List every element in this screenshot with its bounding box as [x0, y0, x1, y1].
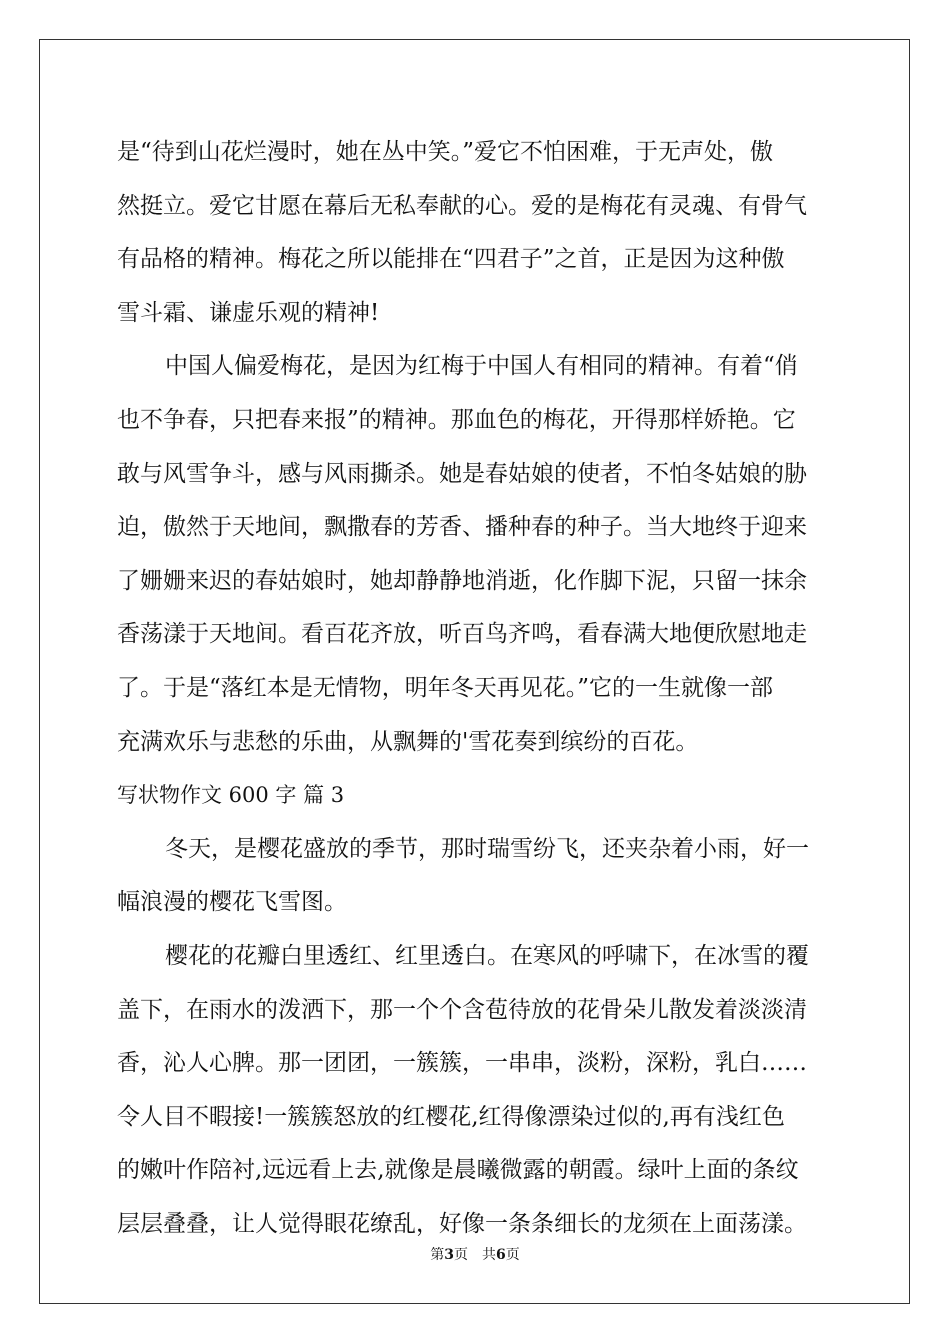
text-line: 冬天，是樱花盛放的季节，那时瑞雪纷飞，还夹杂着小雨，好一	[165, 835, 809, 862]
page-label-prefix: 第	[430, 1247, 445, 1263]
paragraph	[117, 340, 833, 769]
text-line: 也不争春，只把春来报”的精神。那血色的梅花，开得那样娇艳。它	[117, 406, 796, 433]
text-line: 迫，傲然于天地间，飘撒春的芳香、播种春的种子。当大地终于迎来	[117, 514, 807, 541]
text-line: 香荡漾于天地间。看百花齐放，听百鸟齐鸣，看春满大地便欣慰地走	[117, 621, 807, 648]
paragraph	[117, 126, 833, 340]
text-line: 的嫩叶作陪衬,远远看上去,就像是晨曦微露的朝霞。绿叶上面的条纹	[117, 1157, 799, 1184]
text-line: 敢与风雪争斗，感与风雨撕杀。她是春姑娘的使者，不怕冬姑娘的胁	[117, 460, 807, 487]
text-line: 盖下，在雨水的泼洒下，那一个个含苞待放的花骨朵儿散发着淡淡清	[117, 996, 807, 1023]
text-line: 中国人偏爱梅花，是因为红梅于中国人有相同的精神。有着“俏	[165, 353, 798, 380]
section-heading: 写状物作文 600 字 篇 3	[117, 783, 345, 808]
page-number: 3	[444, 1247, 454, 1263]
text-line: 充满欢乐与悲愁的乐曲，从飘舞的'雪花奏到缤纷的百花。	[117, 728, 699, 755]
text-line: 令人目不暇接!一簇簇怒放的红樱花,红得像漂染过似的,再有浅红色	[117, 1103, 785, 1130]
paragraph	[117, 823, 833, 930]
text-line: 幅浪漫的樱花飞雪图。	[117, 889, 347, 916]
text-line: 了。于是“落红本是无情物，明年冬天再见花。”它的一生就像一部	[117, 674, 774, 701]
text-line: 层层叠叠，让人觉得眼花缭乱，好像一条条细长的龙须在上面荡漾。	[117, 1210, 807, 1237]
paragraph	[117, 930, 833, 1252]
document-body	[117, 126, 833, 1251]
text-line: 樱花的花瓣白里透红、红里透白。在寒风的呼啸下，在冰雪的覆	[165, 942, 809, 969]
text-line: 是“待到山花烂漫时，她在丛中笑。”爱它不怕困难，于无声处，傲	[117, 139, 774, 165]
page-footer	[0, 1244, 950, 1264]
total-pages: 6	[496, 1247, 506, 1263]
total-label-prefix: 共	[482, 1247, 496, 1263]
page-label-suffix: 页	[454, 1247, 468, 1263]
text-line: 了姗姗来迟的春姑娘时，她却静静地消逝，化作脚下泥，只留一抹余	[117, 567, 807, 594]
text-line: 雪斗霜、谦虚乐观的精神!	[117, 299, 380, 326]
text-line: 然挺立。爱它甘愿在幕后无私奉献的心。爱的是梅花有灵魂、有骨气	[117, 192, 807, 219]
total-label-suffix: 页	[505, 1247, 520, 1263]
text-line: 香，沁人心脾。那一团团，一簇簇，一串串，淡粉，深粉，乳白……	[117, 1050, 807, 1077]
text-line: 有品格的精神。梅花之所以能排在“四君子”之首，正是因为这种傲	[117, 246, 785, 273]
